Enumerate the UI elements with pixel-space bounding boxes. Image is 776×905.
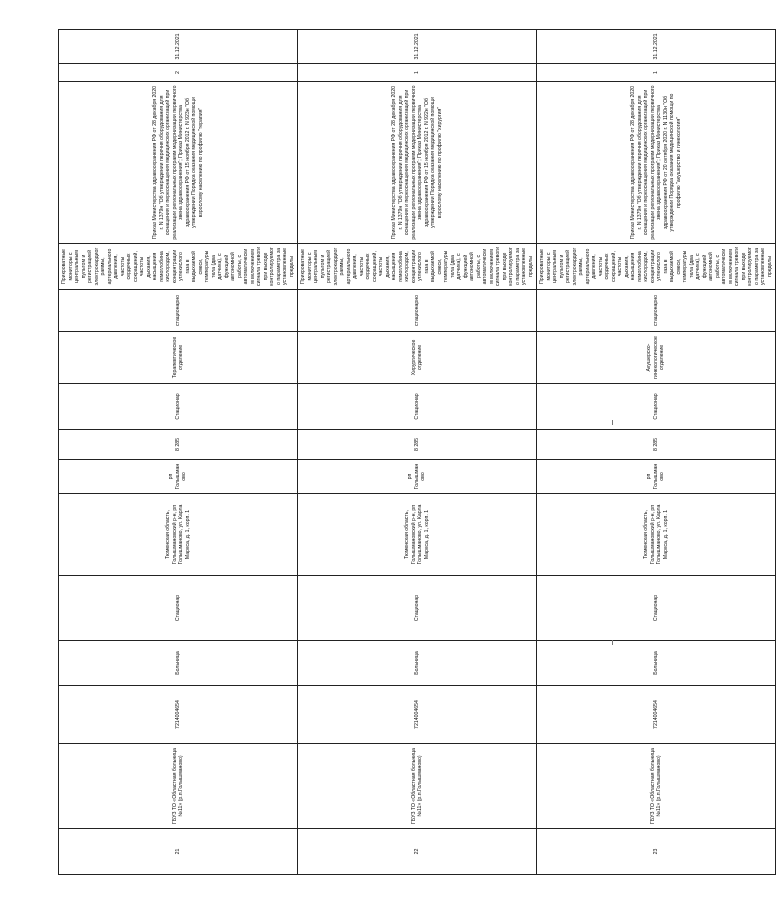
scan-mark: [612, 420, 613, 425]
organization-name: ГБУЗ ТО «Областная больница №11» (р.п.Голышманово): [537, 744, 776, 829]
equipment-description: Прикроватные мониторы с центральным пультом и регистрацией электрокардиограммы, артериального давления, частоты сердечных сокращений, частоты дыхания, насыщения гемоглобина кислородом, концентрации углекислого газа в выдыхаемой смеси, температуры тела (два датчика), с функцией автономной работы, с автоматическим включением сигнала тревоги при выходе контролируемого параметра за установленные пределы: [537, 244, 776, 290]
hospital-condition: стационарно: [537, 290, 776, 332]
code: 8 285: [537, 430, 776, 460]
equipment-description: Прикроватные мониторы с центральным пультом и регистрацией электрокардиограммы, артериального давления, частоты сердечных сокращений, частоты дыхания, насыщения гемоглобина кислородом, концентрации углекислого газа в выдыхаемой смеси, температуры тела (два датчика), с функцией автономной работы, с автоматическим включением сигнала тревоги при выходе контролируемого параметра за установленные пределы: [298, 244, 537, 290]
organization-name: ГБУЗ ТО «Областная больница №11» (р.п.Голышманово): [59, 744, 298, 829]
facility-type: Больница: [298, 641, 537, 686]
regulatory-orders: Приказ Министерства здравоохранения РФ от 28 декабря 2020 г. N 1379н "Об утверждении перечня оборудования для оснащения и переоснащения медицинских организаций при реализации региональных программ модернизации первичного звена здравоохранения"; Приказ Министерства здравоохранения РФ от 20 октября 2020 г. N 1130н "Об утверждении Порядка оказания медицинской помощи по профилю "акушерство и гинекология": [537, 82, 776, 244]
address: Тюменская область, Голышмановский р-н, рп Голышманово, ул. Карла Маркса, д. 1, корп. 1: [59, 494, 298, 576]
address: Тюменская область, Голышмановский р-н, рп Голышманово, ул. Карла Маркса, д. 1, корп. 1: [298, 494, 537, 576]
department: Терапевтическое отделение: [59, 332, 298, 384]
facility-type: Больница: [537, 641, 776, 686]
care-form: Стационар: [298, 576, 537, 641]
inn: 7214004654: [537, 686, 776, 744]
organization-name: ГБУЗ ТО «Областная больница №11» (р.п.Голышманово): [298, 744, 537, 829]
hospital-condition: стационарно: [298, 290, 537, 332]
table-row: [298, 30, 537, 875]
table-row: [59, 30, 298, 875]
department: Акушерско-гинекологическое отделение: [537, 332, 776, 384]
quantity: 1: [298, 64, 537, 82]
quantity: 1: [537, 64, 776, 82]
care-condition: Стационар: [537, 384, 776, 430]
care-form: Стационар: [537, 576, 776, 641]
care-condition: Стационар: [298, 384, 537, 430]
inn: 7214004654: [59, 686, 298, 744]
row-number: 23: [537, 829, 776, 875]
hospital-condition: стационарно: [59, 290, 298, 332]
department: Хирургическое отделение: [298, 332, 537, 384]
locality: рп Голышманово: [537, 460, 776, 494]
inn: 7214004654: [298, 686, 537, 744]
code: 8 285: [59, 430, 298, 460]
facility-type: Больница: [59, 641, 298, 686]
due-date: 31.12.2021: [537, 30, 776, 64]
care-condition: Стационар: [59, 384, 298, 430]
regulatory-orders: Приказ Министерства здравоохранения РФ от 28 декабря 2020 г. N 1379н "Об утверждении перечня оборудования для оснащения и переоснащения медицинских организаций при реализации региональных программ модернизации первичного звена здравоохранения"; Приказ Министерства здравоохранения РФ от 15 ноября 2012 г. N 923н "Об утверждении Порядка оказания медицинской помощи взрослому населению по профилю "терапия": [59, 82, 298, 244]
equipment-table: [58, 29, 776, 875]
locality: рп Голышманово: [298, 460, 537, 494]
scan-mark: [612, 640, 613, 645]
equipment-description: Прикроватные мониторы с центральным пультом и регистрацией электрокардиограммы, артериального давления, частоты сердечных сокращений, частоты дыхания, насыщения гемоглобина кислородом, концентрации углекислого газа в выдыхаемой смеси, температуры тела (два датчика), с функцией автономной работы, с автоматическим включением сигнала тревоги при выходе контролируемого параметра за установленные пределы: [59, 244, 298, 290]
regulatory-orders: Приказ Министерства здравоохранения РФ от 28 декабря 2020 г. N 1379н "Об утверждении перечня оборудования для оснащения и переоснащения медицинских организаций при реализации региональных программ модернизации первичного звена здравоохранения"; Приказ Министерства здравоохранения РФ от 15 ноября 2012 г. N 922н "Об утверждении Порядка оказания медицинской помощи взрослому населению по профилю "хирургия": [298, 82, 537, 244]
code: 8 285: [298, 430, 537, 460]
row-number: 22: [298, 829, 537, 875]
address: Тюменская область, Голышмановский р-н, рп Голышманово, ул. Карла Маркса, д. 1, корп. 1: [537, 494, 776, 576]
care-form: Стационар: [59, 576, 298, 641]
due-date: 31.12.2021: [59, 30, 298, 64]
locality: рп Голышманово: [59, 460, 298, 494]
row-number: 21: [59, 829, 298, 875]
table-row: [537, 30, 776, 875]
quantity: 2: [59, 64, 298, 82]
due-date: 31.12.2021: [298, 30, 537, 64]
